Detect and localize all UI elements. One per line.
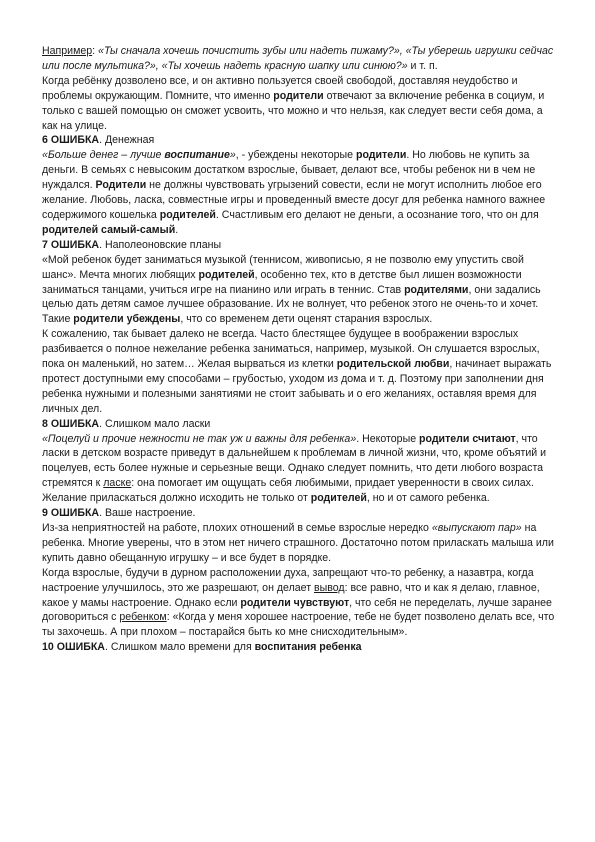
quote-text: «выпускают пар» — [431, 522, 522, 534]
text-span: , что со временем дети оценят старания взрослых. — [180, 313, 433, 326]
example-paragraph — [42, 44, 560, 74]
mistake-7-heading — [42, 238, 560, 253]
bold-term: родители убеждены — [73, 313, 181, 326]
text-span: , они задались целью дать детям самое лучшее образование. Их не волнует, что ребенок этого не очень-то и хочет. Такие — [42, 283, 541, 326]
text-span: . Некоторые — [356, 432, 420, 445]
mistake-9-heading — [42, 506, 560, 521]
bold-term: Родители — [95, 179, 147, 192]
text-span: на ребенка. Многие уверены, что в этом нет ничего страшного. Достаточно потом приласкать малыша или купить давно обещанную игрушку – и все будет в порядке. — [42, 522, 554, 564]
text-span: , что себя не переделать, лучше заранее договориться с — [42, 596, 552, 624]
text-span: , - убеждены некоторые — [235, 149, 356, 162]
text-span: К сожалению, так бывает далеко не всегда. Часто блестящее будущее в воображении взрослых разбивается о полное нежелание ребенка заниматься, например, музыкой. Он слушается взрослых, пока он маленький, но затем… Желая вырваться из клетки — [42, 328, 540, 371]
text-span: , но и от самого ребенка. — [366, 492, 490, 505]
text-span: , что ласки в детском возрасте приведут в дальнейшем к проблемам в личной жизни, что, кроме объятий и поцелуев, есть более нужные и серьезные вещи. Однако следует помнить, что дети любого возраста стремятся к — [42, 432, 547, 490]
mistake-number: 6 ОШИБКА — [42, 134, 100, 147]
text-span: . Счастливым его делают не деньги, а осознание того, что он для — [215, 208, 539, 221]
mistake-title: . Ваше настроение. — [99, 507, 196, 520]
example-quotes: «Ты сначала хочешь почистить зубы или надеть пижаму?», «Ты уберешь игрушки сейчас или после мультика?», «Ты хочешь надеть красную шапку или синюю?» — [42, 45, 554, 72]
mistake-10-heading — [42, 640, 560, 655]
bold-term: родители — [273, 89, 324, 102]
text-span: «Мой ребенок будет заниматься музыкой (теннисом, живописью, я не позволю ему упустить свой шанс». Мечта многих любящих — [42, 253, 524, 281]
document-page — [42, 44, 560, 655]
text-span: Когда ребёнку дозволено все, и он активно пользуется своей свободой, доставляя неудобство и проблемы окружающим. Помните, что именно — [42, 74, 518, 102]
underlined-link[interactable]: вывод — [314, 581, 345, 594]
mistake-title: . Наполеоновские планы — [99, 238, 222, 251]
text-span: . — [175, 223, 179, 236]
text-span: не должны чувствовать угрызений совести, если не могут исполнить любое его желание. Любовь, ласка, совместные игры и проведенный вместе досуг для ребенка намного важнее содержимого кошелька — [42, 179, 546, 221]
mistake-title: . Слишком мало времени для — [104, 641, 255, 654]
text-span: , начинает выражать протест доступными ему способами – грубостью, уходом из дома и т. д. Поэтому при заполнении дня ребенка нужными и полезными занятиями не стоит забывать и о его желаниях, оставляя время для личных дел. — [42, 358, 552, 415]
bold-term: родители — [355, 149, 407, 162]
example-label: Например — [42, 45, 93, 57]
bold-term: родителей — [159, 208, 216, 221]
mistake-8-heading — [42, 417, 560, 432]
example-tail: и т. п. — [407, 59, 438, 72]
mistake-8-paragraph — [42, 432, 560, 507]
quote-text: «Больше денег – лучше — [42, 149, 165, 162]
quote-text: «Поцелуй и прочие нежности не так уж и важны для ребенка» — [42, 432, 357, 445]
bold-term: родительской любви — [336, 358, 450, 371]
text-span: , особенно тех, кто в детстве был лишен возможности заниматься танцами, учиться игре на пианино или играть в теннис. Став — [42, 268, 522, 296]
quote-text: » — [229, 149, 236, 162]
mistake-title: . Слишком мало ласки — [99, 417, 211, 430]
underlined-link[interactable]: ласке — [103, 477, 132, 490]
text-span: : все равно, что и как я делаю, главное, какое у мамы настроение. Однако если — [42, 581, 540, 609]
bold-term: родителей — [310, 492, 367, 505]
mistake-number: 7 ОШИБКА — [42, 238, 100, 251]
text-span: . Но любовь не купить за деньги. В семьях с невысоким достатком взрослые, бывает, делают все, чтобы ребенок ни в чем не нуждался. — [42, 149, 536, 192]
mistake-7-paragraph — [42, 253, 560, 328]
bold-term: родители чувствуют — [240, 596, 350, 609]
text-span: Когда взрослые, будучи в дурном расположении духа, запрещают что-то ребенку, а назавтра, когда настроение улучшилось, это же разрешают, он делает — [42, 566, 534, 594]
text-span: отвечают за включение ребенка в социум, и только с вашей помощью он сможет усвоить, что можно и что нельзя, как следует вести себя дома, а как на улице. — [42, 89, 545, 132]
bold-term: родителями — [404, 283, 469, 296]
text-span: : она помогает им ощущать себя любимыми, придает уверенности в своих силах. Желание приласкаться должно исходить не только от — [42, 477, 534, 505]
mistake-number: 8 ОШИБКА — [42, 417, 100, 430]
mistake-7-paragraph-2 — [42, 327, 560, 416]
mistake-9-paragraph — [42, 521, 560, 566]
text-span: Из-за неприятностей на работе, плохих отношений в семье взрослые нередко — [42, 522, 432, 534]
permissiveness-paragraph — [42, 74, 560, 134]
mistake-title: . Денежная — [99, 134, 155, 147]
mistake-9-paragraph-2 — [42, 566, 560, 641]
bold-term: родителей — [198, 268, 255, 281]
bold-term: воспитания ребенка — [254, 641, 362, 654]
underlined-link[interactable]: ребенком — [119, 611, 167, 624]
bold-term: родителей самый-самый — [42, 223, 176, 236]
bold-term: воспитание — [164, 149, 230, 162]
mistake-number: 9 ОШИБКА — [42, 507, 100, 520]
mistake-number: 10 ОШИБКА — [42, 641, 105, 654]
bold-term: родители считают — [419, 432, 516, 445]
mistake-6-paragraph — [42, 148, 560, 237]
text-span: : «Когда у меня хорошее настроение, тебе не будет позволено делать все, что ты захочешь. А при плохом – постарайся быть ко мне снисходительным». — [42, 611, 555, 639]
example-colon: : — [92, 45, 99, 57]
mistake-6-heading — [42, 133, 560, 148]
